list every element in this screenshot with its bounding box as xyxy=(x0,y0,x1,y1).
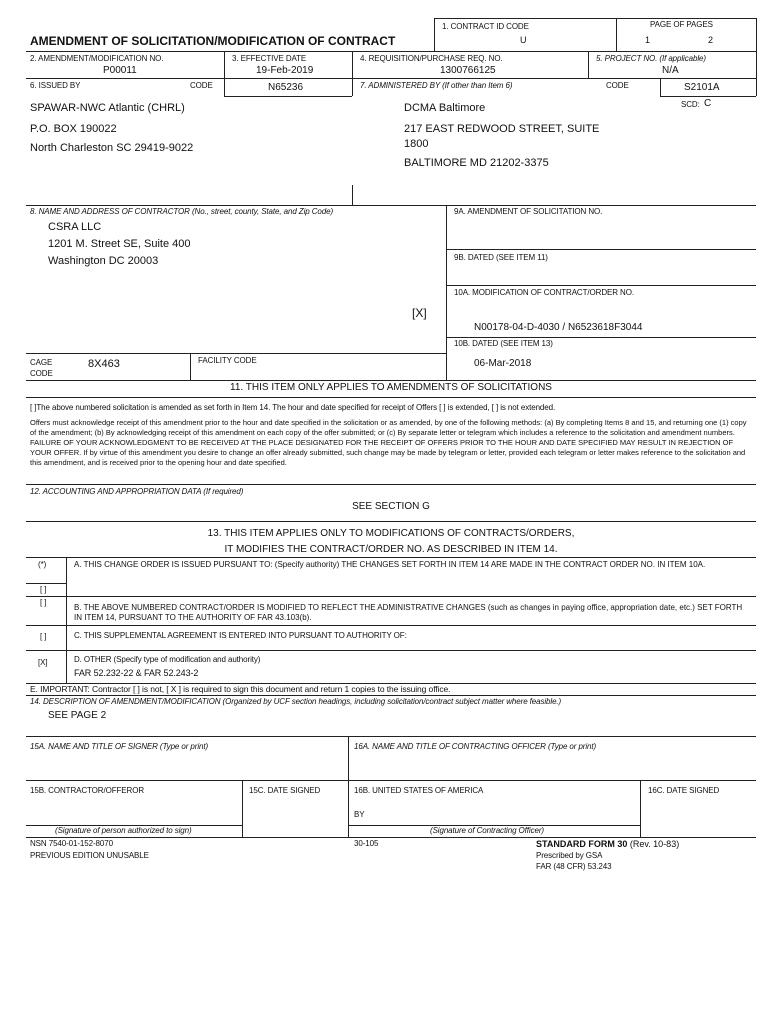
administered-code-label: CODE xyxy=(606,81,629,90)
rule xyxy=(26,596,756,597)
rule xyxy=(26,695,756,696)
modification-contract-value: N00178-04-D-4030 / N6523618F3044 xyxy=(474,322,643,333)
modification-contract-label: 10A. MODIFICATION OF CONTRACT/ORDER NO. xyxy=(454,288,634,297)
requisition-value: 1300766125 xyxy=(440,65,496,76)
rule xyxy=(446,285,756,286)
page-of-pages-label: PAGE OF PAGES xyxy=(650,20,713,29)
administered-by-label: 7. ADMINISTERED BY (If other than Item 6) xyxy=(360,81,513,90)
rule xyxy=(190,353,191,380)
item-13d-checkbox[interactable]: [X] xyxy=(38,658,48,667)
signature-officer-caption: (Signature of Contracting Officer) xyxy=(430,826,544,835)
rule xyxy=(26,353,446,354)
rule xyxy=(434,18,435,51)
usa-label: 16B. UNITED STATES OF AMERICA xyxy=(354,786,484,795)
item-13c-checkbox[interactable]: [ ] xyxy=(40,632,47,641)
rule xyxy=(26,780,756,781)
rule xyxy=(26,557,756,558)
contractor-line-1: CSRA LLC xyxy=(48,221,102,233)
contractor-line-3: Washington DC 20003 xyxy=(48,255,159,267)
amendment-solicitation-label: 9A. AMENDMENT OF SOLICITATION NO. xyxy=(454,207,603,216)
project-no-value: N/A xyxy=(662,65,679,76)
item-11-title: 11. THIS ITEM ONLY APPLIES TO AMENDMENTS OF SOLICITATIONS xyxy=(230,382,552,393)
rule xyxy=(756,18,757,78)
page-count: 2 xyxy=(708,35,713,45)
item-13c-text: C. THIS SUPPLEMENTAL AGREEMENT IS ENTERED INTO PURSUANT TO AUTHORITY OF: xyxy=(74,631,407,640)
officer-date-label: 16C. DATE SIGNED xyxy=(648,786,720,795)
by-label: BY xyxy=(354,810,365,819)
item-13-title-1: 13. THIS ITEM APPLIES ONLY TO MODIFICATIONS OF CONTRACTS/ORDERS, xyxy=(207,528,575,539)
issued-by-label: 6. ISSUED BY xyxy=(30,81,81,90)
rule xyxy=(224,96,352,97)
item-13a-text: A. THIS CHANGE ORDER IS ISSUED PURSUANT TO: (Specify authority) THE CHANGES SET FORTH IN ITEM 14 ARE MADE IN THE CONTRACT ORDER NO. IN ITEM 10A. xyxy=(74,560,706,569)
item-11-body: Offers must acknowledge receipt of this amendment prior to the hour and date specified in the solicitation or as amended, by one of the following methods: (a) By completing Items 8 and 15, and returning one (1) copy of the amendment; (b) By acknowledging receipt of this amendment on each copy of the offer submitted; or (c) By separate letter or telegram which includes a reference to the solicitation and amendment numbers. FAILURE OF YOUR ACKNOWLEDGMENT TO BE RECEIVED AT THE PLACE DESIGNATED FOR THE RECEIPT OF OFFERS PRIOR TO THE HOUR AND DATE SPECIFIED MAY RESULT IN REJECTION OF YOUR OFFER. If by virtue of this amendment you desire to change an offer already submitted, such change may be made by telegram or letter, provided each telegram or letter makes reference to the solicitation and this amendment, and is received prior to the opening hour and date specified. xyxy=(30,418,747,467)
rule xyxy=(26,650,756,651)
effective-date-value: 19-Feb-2019 xyxy=(256,65,314,76)
rule xyxy=(660,96,756,97)
rule xyxy=(26,51,756,52)
admin-line-2: 217 EAST REDWOOD STREET, SUITE xyxy=(404,123,600,135)
item-13a-checkbox[interactable]: [ ] xyxy=(40,585,47,594)
item-13-star: (*) xyxy=(38,560,47,569)
rule xyxy=(26,583,66,584)
cage-code-value: 8X463 xyxy=(88,358,120,370)
nsn-number: NSN 7540-01-152-8070 xyxy=(30,839,113,848)
important-notice: E. IMPORTANT: Contractor [ ] is not, [ X ] is required to sign this document and return 1 copies to the issuing office. xyxy=(30,684,451,694)
rule xyxy=(26,484,756,485)
rule xyxy=(26,205,756,206)
contract-id-value: U xyxy=(520,35,527,45)
accounting-data-value: SEE SECTION G xyxy=(352,501,430,512)
form-code: 30-105 xyxy=(354,839,379,848)
scd-label: SCD: xyxy=(681,100,700,109)
rule xyxy=(66,557,67,683)
rule xyxy=(640,780,641,837)
rule xyxy=(242,780,243,837)
issued-code-label: CODE xyxy=(190,81,213,90)
rule xyxy=(660,78,661,96)
form-title: AMENDMENT OF SOLICITATION/MODIFICATION OF CONTRACT xyxy=(30,34,396,48)
amendment-no-label: 2. AMENDMENT/MODIFICATION NO. xyxy=(30,54,164,63)
item-13b-text: B. THE ABOVE NUMBERED CONTRACT/ORDER IS MODIFIED TO REFLECT THE ADMINISTRATIVE CHANGES (such as changes in paying office, appropriation date, etc.) SET FORTH IN ITEM 14, PURSUANT TO THE AUTHORITY OF FAR 43.103(b). xyxy=(74,603,743,622)
item-13d-text: D. OTHER (Specify type of modification and authority) xyxy=(74,655,261,664)
rule xyxy=(352,185,353,205)
administered-code-value: S2101A xyxy=(684,82,720,93)
item-11-line-1: [ ]The above numbered solicitation is amended as set forth in Item 14. The hour and date specified for receipt of Offers [ ] is extended, [ ] is not extended. xyxy=(30,403,556,412)
item-13d-value: FAR 52.232-22 & FAR 52.243-2 xyxy=(74,668,199,678)
rule xyxy=(434,18,756,19)
contractor-offeror-label: 15B. CONTRACTOR/OFFEROR xyxy=(30,786,145,795)
issued-code-value: N65236 xyxy=(268,82,304,93)
contracting-officer-name-label: 16A. NAME AND TITLE OF CONTRACTING OFFICER (Type or print) xyxy=(354,742,597,751)
issuer-line-2: P.O. BOX 190022 xyxy=(30,123,117,135)
description-value: SEE PAGE 2 xyxy=(48,710,107,721)
cage-code-label: CAGE CODE xyxy=(30,358,53,378)
admin-line-4: BALTIMORE MD 21202-3375 xyxy=(404,157,549,169)
rule xyxy=(446,249,756,250)
issuer-line-3: North Charleston SC 29419-9022 xyxy=(30,142,194,154)
rule xyxy=(26,625,756,626)
standard-form-id xyxy=(536,840,679,849)
contractor-label: 8. NAME AND ADDRESS OF CONTRACTOR (No., street, county, State, and Zip Code) xyxy=(30,207,334,216)
rule xyxy=(26,521,756,522)
item-13-title-2: IT MODIFIES THE CONTRACT/ORDER NO. AS DESCRIBED IN ITEM 14. xyxy=(224,544,558,555)
item-13b-checkbox[interactable]: [ ] xyxy=(40,598,47,607)
admin-line-1: DCMA Baltimore xyxy=(404,102,486,114)
issuer-line-1: SPAWAR-NWC Atlantic (CHRL) xyxy=(30,102,185,114)
standard-form-revision: (Rev. 10-83) xyxy=(627,839,680,849)
rule xyxy=(26,78,756,79)
admin-line-3: 1800 xyxy=(404,138,429,150)
signer-name-label: 15A. NAME AND TITLE OF SIGNER (Type or print) xyxy=(30,742,209,751)
rule xyxy=(616,18,617,51)
standard-form-name: STANDARD FORM 30 xyxy=(536,839,628,849)
rule xyxy=(26,380,756,381)
rule xyxy=(348,736,349,837)
contractor-date-label: 15C. DATE SIGNED xyxy=(249,786,321,795)
rule xyxy=(446,205,447,380)
rule xyxy=(224,51,225,96)
signature-person-caption: (Signature of person authorized to sign) xyxy=(55,826,192,835)
requisition-label: 4. REQUISITION/PURCHASE REQ. NO. xyxy=(360,54,503,63)
far-reference: FAR (48 CFR) 53.243 xyxy=(536,862,612,871)
rule xyxy=(446,337,756,338)
rule xyxy=(26,397,756,398)
dated-10b-value: 06-Mar-2018 xyxy=(474,358,532,369)
accounting-data-label: 12. ACCOUNTING AND APPROPRIATION DATA (If required) xyxy=(30,487,244,496)
description-label: 14. DESCRIPTION OF AMENDMENT/MODIFICATION (Organized by UCF section headings, including solicitation/contract subject matter where feasible.) xyxy=(30,697,562,706)
rule xyxy=(588,51,589,78)
facility-code-label: FACILITY CODE xyxy=(198,356,257,365)
prescribed-by: Prescribed by GSA xyxy=(536,851,603,860)
rule xyxy=(352,51,353,96)
contractor-line-2: 1201 M. Street SE, Suite 400 xyxy=(48,238,191,250)
amendment-no-value: P00011 xyxy=(103,65,137,76)
page-number: 1 xyxy=(645,35,650,45)
previous-edition-note: PREVIOUS EDITION UNUSABLE xyxy=(30,851,149,860)
project-no-label: 5. PROJECT NO. (If applicable) xyxy=(596,54,706,63)
contract-id-label: 1. CONTRACT ID CODE xyxy=(442,22,529,31)
dated-9b-label: 9B. DATED (SEE ITEM 11) xyxy=(454,253,548,262)
scd-value: C xyxy=(704,98,712,109)
rule xyxy=(26,736,756,737)
effective-date-label: 3. EFFECTIVE DATE xyxy=(232,54,307,63)
rule xyxy=(756,78,757,96)
rule xyxy=(26,837,756,838)
contractor-check-mark: [X] xyxy=(412,306,427,320)
dated-10b-label: 10B. DATED (SEE ITEM 13) xyxy=(454,339,553,348)
